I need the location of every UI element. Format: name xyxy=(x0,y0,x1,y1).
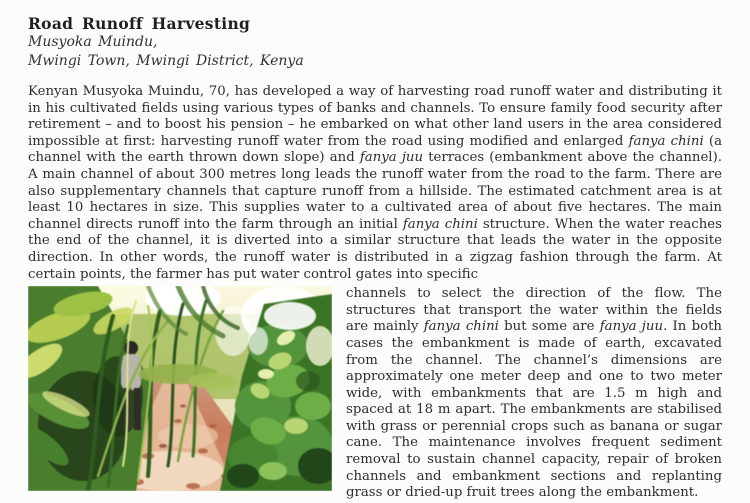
article-title: Road Runoff Harvesting xyxy=(28,14,251,33)
author-name: Musyoka Muindu, xyxy=(28,34,158,50)
farm-photo-illustration xyxy=(28,286,332,491)
article-header xyxy=(28,14,722,71)
article-paragraph-top: Kenyan Musyoka Muindu, 70, has developed a way of harvesting road runoff water and distributing it in his cultivated fields using various types of banks and channels. To ensure family food security after retirement – and to boost his pension – he embarked on what other land users in the area considered impossible at first: harvesting runoff water from the road using modified and enlarged fanya chini (a channel with the earth thrown down slope) and fanya juu terraces (embankment above the channel). A main channel of about 300 metres long leads the runoff water from the road to the farm. There are also supplementary channels that capture runoff from a hillside. The estimated catchment area is at least 10 hectares in size. This supplies water to a cultivated area of about five hectares. The main channel directs runoff into the farm through an initial fanya chini structure. When the water reaches the end of the channel, it is diverted into a similar structure that leads the water in the opposite direction. In other words, the runoff water is distributed in a zigzag fashion through the farm. At certain points, the farmer has put water control gates into specific xyxy=(28,84,723,282)
photo-text-row xyxy=(28,286,722,502)
farm-photo xyxy=(28,286,332,491)
author-location: Mwingi Town, Mwingi District, Kenya xyxy=(28,53,304,69)
article-paragraph-beside-photo: channels to select the direction of the flow. The structures that transport the water within the fields are mainly fanya chini but some are fanya juu. In both cases the embankment is made of earth, excavated from the channel. The channel’s dimensions are approximately one meter deep and one to two meter wide, with embankments that are 1.5 m high and spaced at 18 m apart. The embankments are stabilised with grass or perennial crops such as banana or sugar cane. The maintenance involves frequent sediment removal to sustain channel capacity, repair of broken channels and embankment sections and replanting grass or dried-up fruit trees along the embankment. xyxy=(346,286,722,501)
